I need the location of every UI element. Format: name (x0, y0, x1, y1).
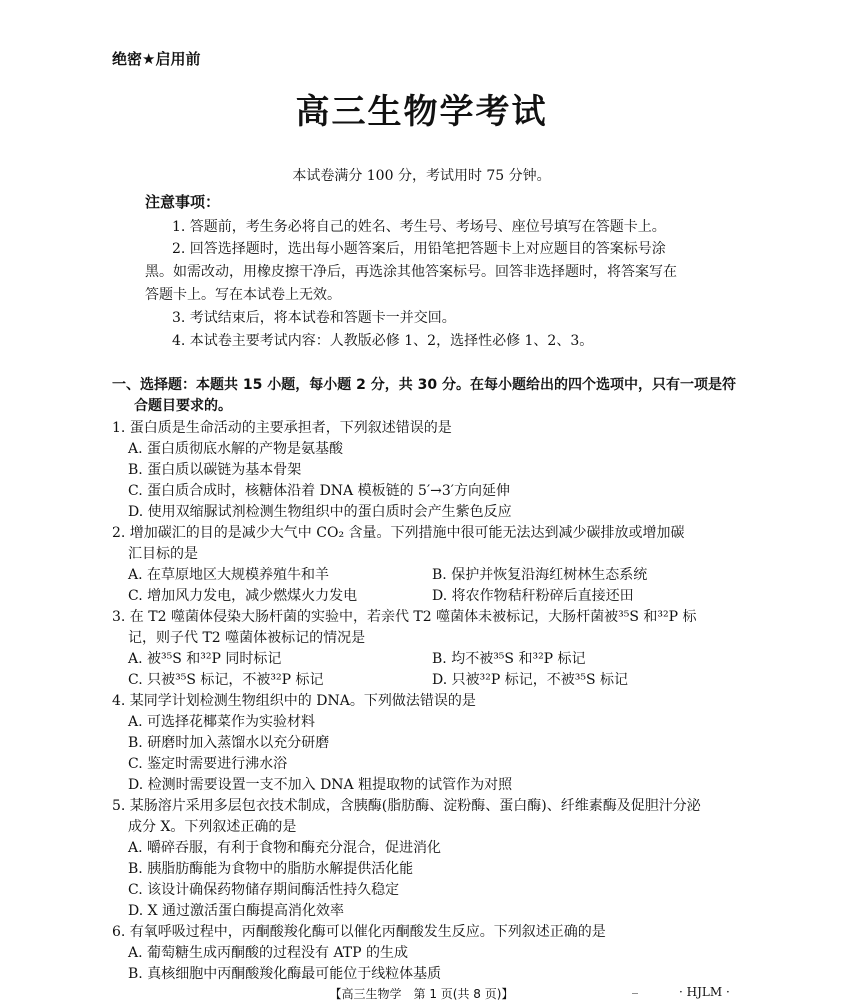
section-heading: 一、选择题：本题共 15 小题，每小题 2 分，共 30 分。在每小题给出的四个选项中，只有一项是符 (112, 377, 736, 393)
page-footer: 【高三生物学 第 1 页(共 8 页)】 (329, 987, 514, 1001)
notice-line: 3. 考试结束后，将本试卷和答题卡一并交回。 (172, 310, 456, 326)
option: A. 被³⁵S 和³²P 同时标记 (128, 651, 282, 667)
notice-line: 4. 本试卷主要考试内容：人教版必修 1、2，选择性必修 1、2、3。 (172, 333, 594, 349)
option: C. 增加风力发电，减少燃煤火力发电 (128, 588, 358, 604)
question-stem: 4. 某同学计划检测生物组织中的 DNA。下列做法错误的是 (112, 693, 476, 709)
option: C. 蛋白质合成时，核糖体沿着 DNA 模板链的 5′→3′方向延伸 (128, 483, 510, 499)
option: A. 嚼碎吞服，有利于食物和酶充分混合，促进消化 (128, 840, 442, 856)
section-heading-cont: 合题目要求的。 (134, 398, 232, 414)
question-stem: 6. 有氧呼吸过程中，丙酮酸羧化酶可以催化丙酮酸发生反应。下列叙述正确的是 (112, 924, 606, 940)
page-title: 高三生物学考试 (295, 92, 548, 132)
notice-heading: 注意事项： (145, 193, 221, 211)
option: D. 检测时需要设置一支不加入 DNA 粗提取物的试管作为对照 (128, 777, 513, 793)
notice-line: 2. 回答选择题时，选出每小题答案后，用铅笔把答题卡上对应题目的答案标号涂 (172, 241, 666, 257)
notice-line: 黑。如需改动，用橡皮擦干净后，再选涂其他答案标号。回答非选择题时，将答案写在 (145, 264, 677, 280)
option: D. 将农作物秸秆粉碎后直接还田 (432, 588, 634, 604)
option: C. 只被³⁵S 标记，不被³²P 标记 (128, 672, 324, 688)
option: B. 均不被³⁵S 和³²P 标记 (432, 651, 586, 667)
question-stem-cont: 记，则子代 T2 噬菌体被标记的情况是 (128, 630, 366, 646)
option: A. 可选择花椰菜作为实验材料 (128, 714, 316, 730)
option: D. 只被³²P 标记，不被³⁵S 标记 (432, 672, 628, 688)
question-stem: 1. 蛋白质是生命活动的主要承担者，下列叙述错误的是 (112, 420, 452, 436)
question-stem: 2. 增加碳汇的目的是减少大气中 CO₂ 含量。下列措施中很可能无法达到减少碳排放或增加碳 (112, 525, 685, 541)
option: C. 鉴定时需要进行沸水浴 (128, 756, 288, 772)
question-stem: 5. 某肠溶片采用多层包衣技术制成，含胰酶(脂肪酶、淀粉酶、蛋白酶)、纤维素酶及促胆汁分泌 (112, 798, 701, 814)
option: B. 研磨时加入蒸馏水以充分研磨 (128, 735, 330, 751)
question-stem-cont: 成分 X。下列叙述正确的是 (128, 819, 297, 835)
option: A. 蛋白质彻底水解的产物是氨基酸 (128, 441, 344, 457)
notice-line: 答题卡上。写在本试卷上无效。 (145, 287, 341, 303)
option: D. 使用双缩脲试剂检测生物组织中的蛋白质时会产生紫色反应 (128, 504, 512, 520)
question-stem: 3. 在 T2 噬菌体侵染大肠杆菌的实验中，若亲代 T2 噬菌体未被标记，大肠杆菌被³⁵S 和³²P 标 (112, 609, 697, 625)
option: B. 真核细胞中丙酮酸羧化酶最可能位于线粒体基质 (128, 966, 442, 982)
option: A. 葡萄糖生成丙酮酸的过程没有 ATP 的生成 (128, 945, 409, 961)
option: B. 胰脂肪酶能为食物中的脂肪水解提供活化能 (128, 861, 414, 877)
exam-info: 本试卷满分 100 分，考试用时 75 分钟。 (292, 168, 551, 184)
paper-code: · HJLM · (679, 985, 730, 999)
option: A. 在草原地区大规模养殖牛和羊 (128, 567, 330, 583)
confidential-label: 绝密★启用前 (112, 50, 201, 68)
option: B. 保护并恢复沿海红树林生态系统 (432, 567, 648, 583)
option: B. 蛋白质以碳链为基本骨架 (128, 462, 302, 478)
question-stem-cont: 汇目标的是 (128, 546, 198, 562)
footer-mark: _ (632, 980, 638, 994)
option: C. 该设计确保药物储存期间酶活性持久稳定 (128, 882, 400, 898)
option: D. X 通过激活蛋白酶提高消化效率 (128, 903, 345, 919)
notice-line: 1. 答题前，考生务必将自己的姓名、考生号、考场号、座位号填写在答题卡上。 (172, 219, 666, 235)
